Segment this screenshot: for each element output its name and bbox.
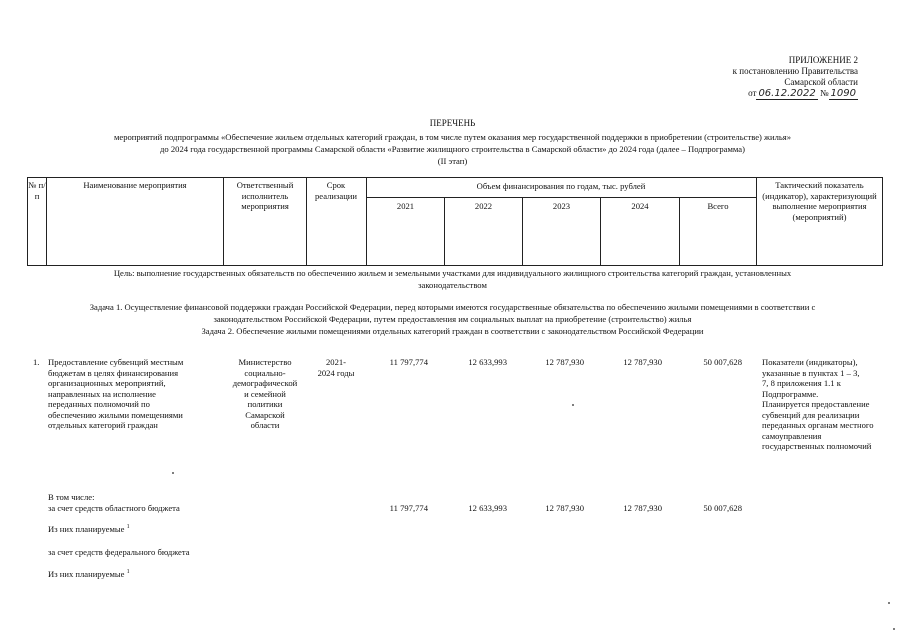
goal-line1: Цель: выполнение государственных обязательств по обеспечению жильем и земельными участками для индивидуального жилищного строительства категорий граждан, установленных <box>113 268 792 278</box>
handwritten-number: 1090 <box>830 88 856 99</box>
row1-name-line: обеспечению жилыми помещениями <box>48 409 183 420</box>
row1-name-line: переданных полномочий по <box>48 399 150 409</box>
appendix-date-line <box>660 88 858 99</box>
list-title: ПЕРЕЧЕНЬ <box>429 118 476 128</box>
col-total-header: Всего <box>707 201 729 211</box>
row1-executor-line: политики <box>247 399 283 409</box>
col-year-2023: 2023 <box>552 201 571 211</box>
col-year-2021: 2021 <box>396 201 415 211</box>
list-heading-line1: мероприятий подпрограммы «Обеспечение жильем отдельных категорий граждан, в том числе путем оказания мер государственной поддержки в приобретении (строительстве) жилья» <box>113 132 792 142</box>
row1-executor <box>224 357 306 431</box>
row1-indicator-line: Подпрограмме. <box>762 388 819 399</box>
row1-indicator-line: 7, 8 приложения 1.1 к <box>762 378 841 388</box>
footnote-marker: 1 <box>126 524 130 531</box>
row1-executor-line: Министерство <box>238 357 292 367</box>
col-executor-header: Ответственный исполнитель мероприятия <box>236 180 294 211</box>
row1-value-2024: 12 787,930 <box>623 357 662 367</box>
list-heading-line2: до 2024 года государственной программы Самарской области «Развитие жилищного строительства в Самарской области» до 2024 года (далее – Подпрограмма) <box>160 144 745 154</box>
col-num-header: № п/п <box>28 180 46 201</box>
row1-value-2021: 11 797,774 <box>389 357 428 367</box>
planned-label-1 <box>48 524 130 535</box>
task1-line2: законодательством Российской Федерации, путем предоставления им социальных выплат на приобретение (строительство) жилья <box>213 314 692 324</box>
task1-line1: Задача 1. Осуществление финансовой поддержки граждан Российской Федерации, перед которыми имеются государственные обязательства по обеспечению жилыми помещениями в соответствии с <box>89 302 816 312</box>
row1-executor-line: области <box>250 420 280 430</box>
row1-name <box>48 357 223 431</box>
footnote-marker: 1 <box>126 569 130 576</box>
col-funding-header: Объем финансирования по годам, тыс. рублей <box>476 181 646 191</box>
regional-value-total: 50 007,628 <box>703 503 742 513</box>
row1-indicator-line: Планируется предоставление <box>762 399 870 409</box>
row1-name-line: отдельных категорий граждан <box>48 420 158 430</box>
row1-executor-line: Самарской <box>245 409 285 420</box>
scan-speck <box>893 628 895 630</box>
col-name-header: Наименование мероприятия <box>83 180 187 190</box>
row1-name-line: бюджетам в целях финансирования <box>48 367 179 378</box>
list-heading-stage: (II этап) <box>437 156 468 166</box>
col-year-2024: 2024 <box>631 201 649 211</box>
col-indicator-header: Тактический показатель (индикатор), характеризующий выполнение мероприятия (мероприятий) <box>762 180 877 222</box>
row1-executor-line: демографической <box>232 378 298 388</box>
row1-term-line: 2024 годы <box>317 367 355 378</box>
federal-budget-label: за счет средств федерального бюджета <box>48 547 190 557</box>
number-prefix: № <box>819 88 829 98</box>
row1-indicator <box>762 357 902 452</box>
col-term-header: Срок реализации <box>315 180 357 201</box>
row1-term <box>306 357 366 378</box>
goal-line2: законодательством <box>418 280 487 290</box>
row1-name-line: организационных мероприятий, <box>48 378 166 388</box>
row1-indicator-line: указанные в пунктах 1 – 3, <box>762 367 860 378</box>
regional-value-2021: 11 797,774 <box>389 503 428 513</box>
row1-name-line: направленных на исполнение <box>48 388 156 399</box>
regional-budget-label: за счет средств областного бюджета <box>48 503 180 513</box>
row1-name-line: Предоставление субвенций местным <box>48 357 184 367</box>
row1-executor-line: социально- <box>244 367 286 378</box>
regional-value-2022: 12 633,993 <box>468 503 507 513</box>
appendix-title: ПРИЛОЖЕНИЕ 2 <box>788 55 858 65</box>
planned-label-1-text: Из них планируемые <box>48 524 125 534</box>
row1-indicator-line: самоуправления <box>762 430 822 441</box>
row1-value-2022: 12 633,993 <box>468 357 507 367</box>
date-prefix: от <box>748 88 757 98</box>
appendix-line3: Самарской области <box>784 77 858 87</box>
appendix-block <box>660 55 858 99</box>
planned-label-2 <box>48 569 130 580</box>
scan-speck <box>572 404 574 406</box>
including-label: В том числе: <box>48 492 95 502</box>
row1-indicator-line: субвенций для реализации <box>762 409 860 420</box>
row1-value-2023: 12 787,930 <box>545 357 584 367</box>
scan-speck <box>888 602 890 604</box>
row1-indicator-line: Показатели (индикаторы), <box>762 357 858 367</box>
regional-value-2024: 12 787,930 <box>623 503 662 513</box>
row1-term-line: 2021- <box>325 357 347 367</box>
scan-speck <box>172 472 174 474</box>
row1-executor-line: и семейной <box>244 388 286 399</box>
row1-indicator-line: государственных полномочий <box>762 441 872 451</box>
row1-indicator-line: переданных органам местного <box>762 420 874 430</box>
col-year-2022: 2022 <box>474 201 493 211</box>
task2: Задача 2. Обеспечение жилыми помещениями отдельных категорий граждан в соответствии с законодательством Российской Федерации <box>201 326 704 336</box>
regional-value-2023: 12 787,930 <box>545 503 584 513</box>
row1-num: 1. <box>33 357 40 367</box>
handwritten-date: 06.12.2022 <box>758 88 816 99</box>
row1-value-total: 50 007,628 <box>703 357 742 367</box>
appendix-line2: к постановлению Правительства <box>732 66 858 76</box>
planned-label-2-text: Из них планируемые <box>48 569 125 579</box>
